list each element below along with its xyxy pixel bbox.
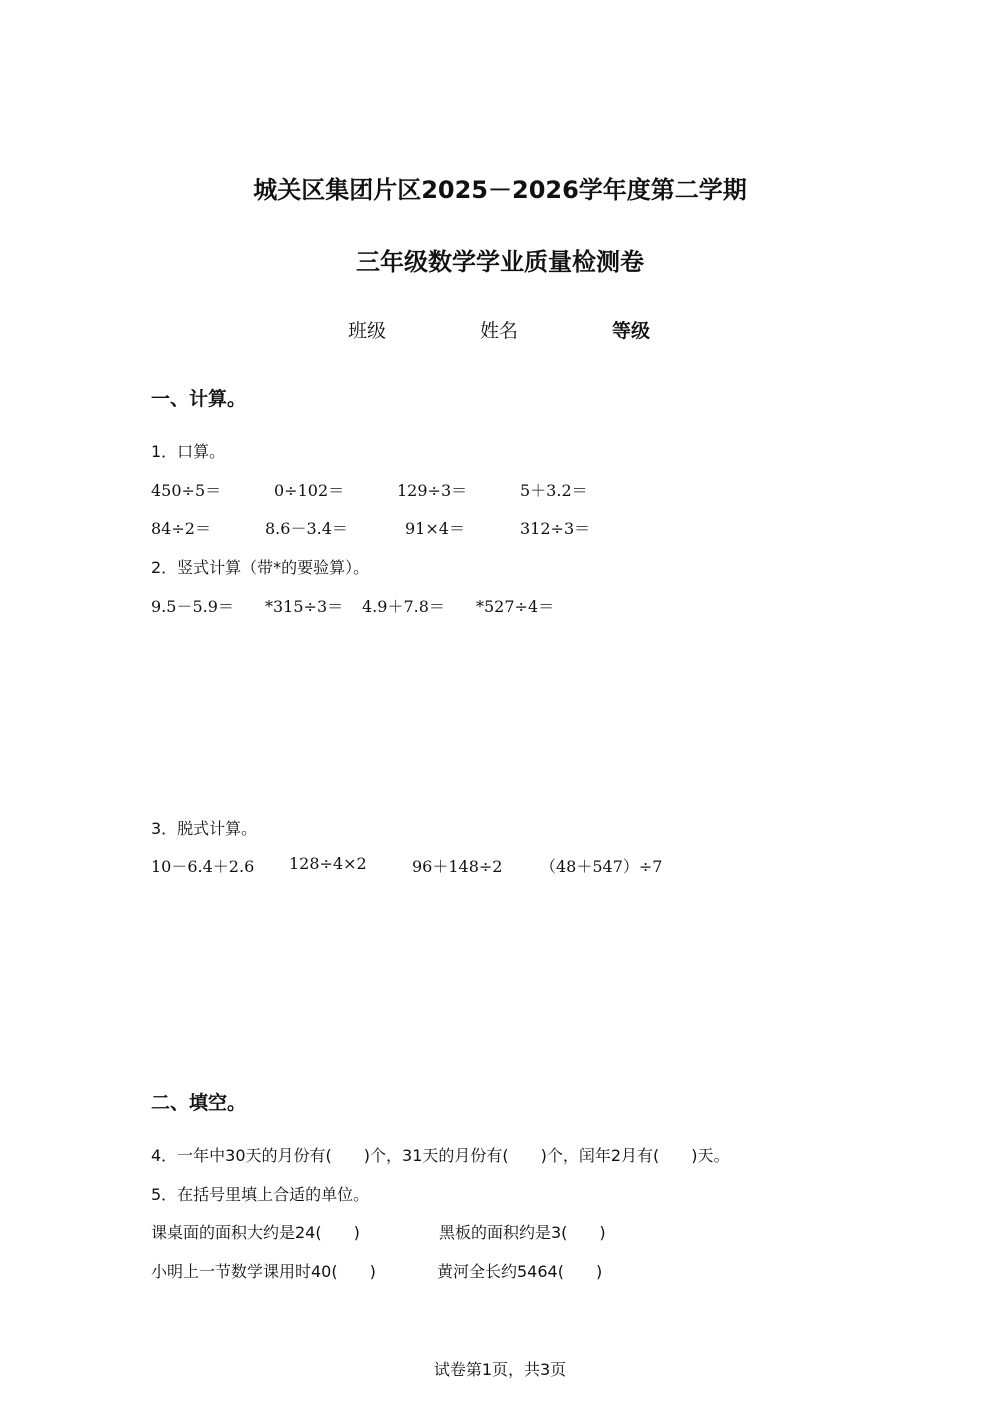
q2-label: 2．竖式计算（带*的要验算）。 [151,558,370,577]
q2-item: *527÷4＝ [476,597,555,616]
q1-item: 8.6－3.4＝ [265,519,348,538]
q5-item: 黄河全长约5464( ) [437,1262,603,1281]
q1-label: 1．口算。 [151,442,226,461]
q1-item: 5＋3.2＝ [520,481,588,500]
section-2-heading: 二、填空。 [151,1092,247,1114]
title-line-1: 城关区集团片区2025－2026学年度第二学期 [253,176,747,204]
q1-item: 312÷3＝ [520,519,591,538]
q5-label: 5．在括号里填上合适的单位。 [151,1185,370,1204]
grade-field-label: 等级 [612,320,651,342]
q5-item: 黑板的面积约是3( ) [439,1223,606,1242]
q3-item: 10－6.4＋2.6 [151,857,255,876]
q4-text: 4．一年中30天的月份有( )个，31天的月份有( )个，闰年2月有( )天。 [151,1146,730,1165]
q1-item: 0÷102＝ [274,481,345,500]
class-field-label: 班级 [348,320,387,342]
q3-item: 128÷4×2 [289,854,367,873]
q2-item: 4.9＋7.8＝ [362,597,445,616]
q1-item: 84÷2＝ [151,519,211,538]
page-footer: 试卷第1页，共3页 [433,1360,567,1379]
q2-item: *315÷3＝ [265,597,344,616]
q3-item: 96＋148÷2 [412,857,503,876]
q1-item: 450÷5＝ [151,481,222,500]
q2-item: 9.5－5.9＝ [151,597,234,616]
q5-item: 课桌面的面积大约是24( ) [151,1223,360,1242]
q3-label: 3．脱式计算。 [151,819,258,838]
name-field-label: 姓名 [480,320,519,342]
section-1-heading: 一、计算。 [151,388,247,410]
title-line-2: 三年级数学学业质量检测卷 [356,248,644,276]
q3-item: （48＋547）÷7 [540,857,663,876]
q1-item: 91×4＝ [405,519,465,538]
q1-item: 129÷3＝ [397,481,468,500]
q5-item: 小明上一节数学课用时40( ) [151,1262,376,1281]
